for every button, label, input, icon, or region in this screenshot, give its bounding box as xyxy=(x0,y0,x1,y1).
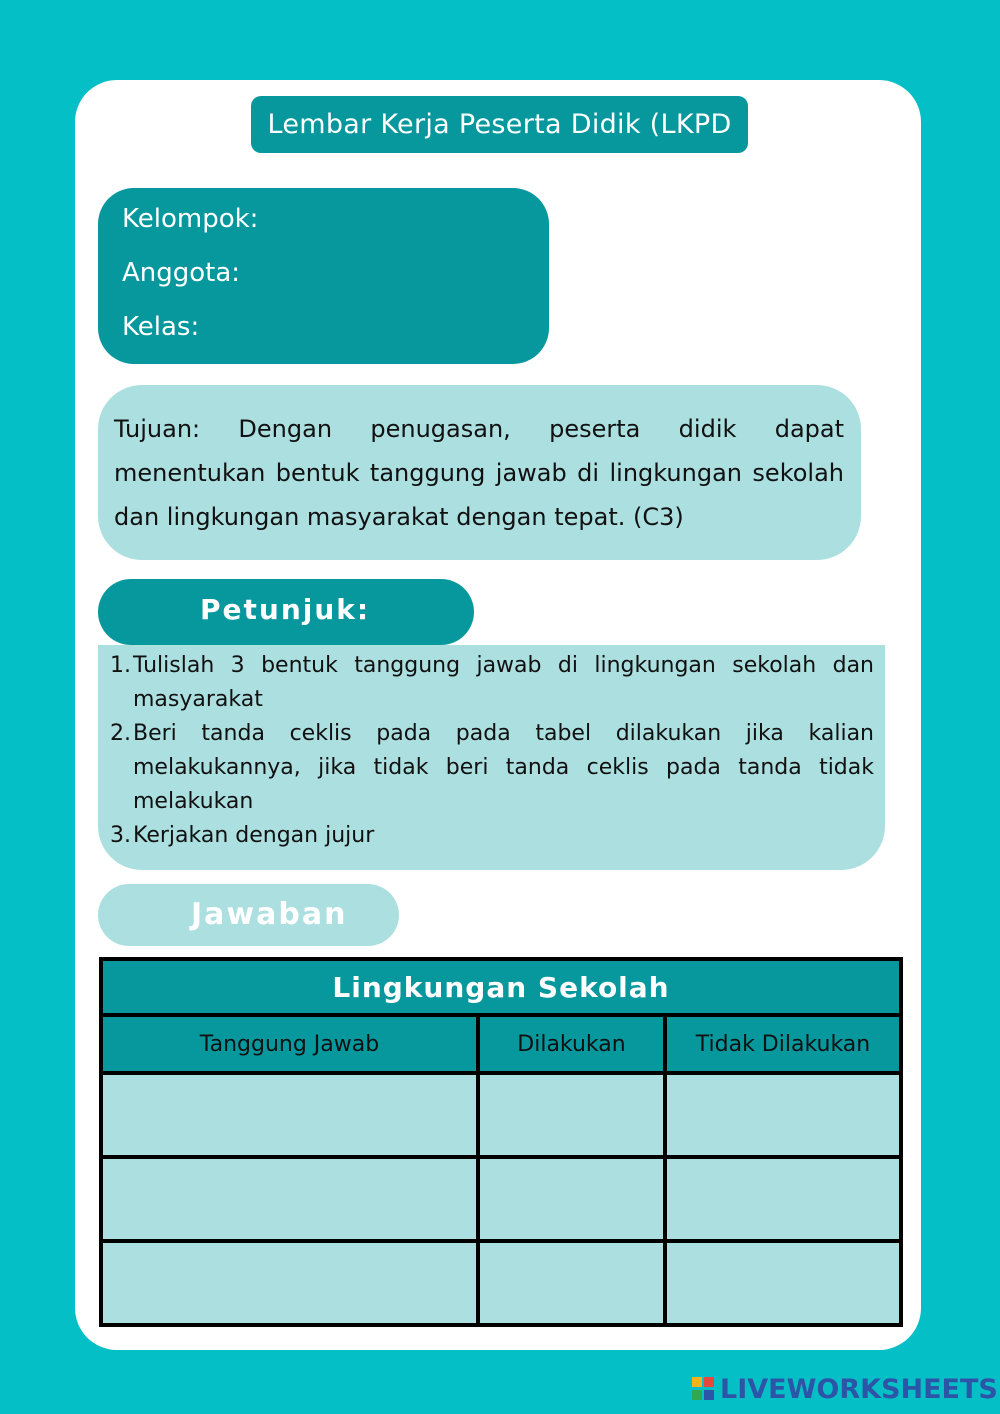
not-done-cell[interactable] xyxy=(665,1073,901,1157)
instruction-number: 3. xyxy=(110,823,131,848)
responsibility-cell[interactable] xyxy=(101,1241,478,1325)
instructions-heading: Petunjuk: xyxy=(200,593,371,626)
done-cell[interactable] xyxy=(478,1073,665,1157)
instruction-text: Kerjakan dengan jujur xyxy=(133,823,375,848)
page-title: Lembar Kerja Peserta Didik (LKPD xyxy=(251,96,748,153)
members-label: Anggota: xyxy=(122,258,241,288)
table-title: Lingkungan Sekolah xyxy=(101,959,901,1015)
identity-box xyxy=(98,188,549,364)
goal-box xyxy=(98,385,861,560)
instruction-item xyxy=(112,717,874,819)
instruction-number: 1. xyxy=(110,653,131,678)
instructions-heading-pill xyxy=(98,579,474,645)
brand-watermark xyxy=(692,1372,998,1406)
liveworksheets-logo-icon xyxy=(692,1376,716,1402)
not-done-cell[interactable] xyxy=(665,1157,901,1241)
group-label: Kelompok: xyxy=(122,204,259,234)
class-label: Kelas: xyxy=(122,312,200,342)
answer-heading-pill xyxy=(98,884,399,946)
instruction-text: Beri tanda ceklis pada pada tabel dilakukan jika kalian melakukannya, jika tidak beri tanda ceklis pada tanda tidak melakukan xyxy=(133,721,874,814)
brand-name: LIVEWORKSHEETS xyxy=(720,1373,998,1405)
instruction-text: Tulislah 3 bentuk tanggung jawab di lingkungan sekolah dan masyarakat xyxy=(133,653,874,712)
instruction-item xyxy=(112,819,874,853)
instruction-number: 2. xyxy=(110,721,131,746)
column-header-not-done: Tidak Dilakukan xyxy=(665,1015,901,1073)
table-row xyxy=(101,1073,901,1157)
done-cell[interactable] xyxy=(478,1157,665,1241)
instruction-item xyxy=(112,649,874,717)
instructions-box xyxy=(98,645,885,870)
answer-table xyxy=(99,957,903,1327)
done-cell[interactable] xyxy=(478,1241,665,1325)
answer-heading: Jawaban xyxy=(191,897,348,932)
column-header-responsibility: Tanggung Jawab xyxy=(101,1015,478,1073)
table-row xyxy=(101,1241,901,1325)
responsibility-cell[interactable] xyxy=(101,1157,478,1241)
not-done-cell[interactable] xyxy=(665,1241,901,1325)
goal-text: Tujuan: Dengan penugasan, peserta didik dapat menentukan bentuk tanggung jawab di lingkungan sekolah dan lingkungan masyarakat dengan tepat. (C3) xyxy=(114,415,844,531)
column-header-done: Dilakukan xyxy=(478,1015,665,1073)
instructions-list xyxy=(112,649,874,853)
table-row xyxy=(101,1157,901,1241)
responsibility-cell[interactable] xyxy=(101,1073,478,1157)
